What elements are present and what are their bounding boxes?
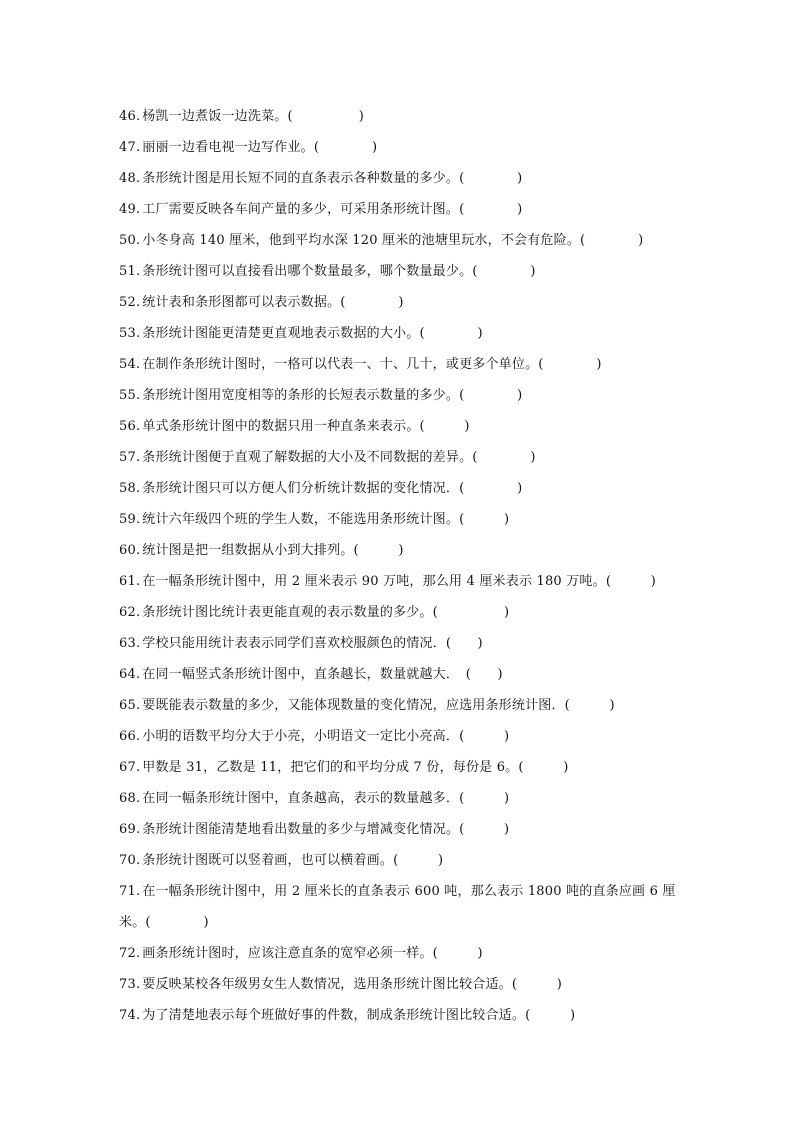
question-text: 在同一幅条形统计图中，直条越高，表示的数量越多．( ) <box>142 791 510 806</box>
question-item <box>119 442 679 473</box>
question-item <box>119 721 679 752</box>
question-number: 55. <box>119 388 141 403</box>
question-list <box>119 101 679 1031</box>
question-number: 60. <box>119 543 141 558</box>
question-item <box>119 1000 679 1031</box>
question-number: 47. <box>119 140 141 155</box>
question-number: 73. <box>119 977 141 992</box>
question-text: 条形统计图既可以竖着画，也可以横着画。( ) <box>142 853 444 868</box>
question-text: 条形统计图便于直观了解数据的大小及不同数据的差异。( ) <box>142 450 536 465</box>
question-number: 65. <box>119 698 141 713</box>
question-number: 66. <box>119 729 141 744</box>
question-item <box>119 845 679 876</box>
question-number: 51. <box>119 264 141 279</box>
question-number: 58. <box>119 481 141 496</box>
question-number: 70. <box>119 853 141 868</box>
question-text: 甲数是 31，乙数是 11，把它们的和平均分成 7 份，每份是 6。( ) <box>142 760 569 775</box>
question-text: 要反映某校各年级男女生人数情况，选用条形统计图比较合适。( ) <box>142 977 563 992</box>
question-text: 统计图是把一组数据从小到大排列。( ) <box>142 543 404 558</box>
question-text: 杨凯一边煮饭一边洗菜。( ) <box>142 109 365 124</box>
question-text: 条形统计图只可以方便人们分析统计数据的变化情况．( ) <box>142 481 523 496</box>
question-item <box>119 535 679 566</box>
question-text: 小冬身高 140 厘米，他到平均水深 120 厘米的池塘里玩水，不会有危险。( ) <box>142 233 644 248</box>
question-text: 在同一幅竖式条形统计图中，直条越长，数量就越大． ( ) <box>142 667 503 682</box>
question-text: 要既能表示数量的多少，又能体现数量的变化情况，应选用条形统计图．( ) <box>142 698 615 713</box>
question-number: 50. <box>119 233 141 248</box>
question-text: 丽丽一边看电视一边写作业。( ) <box>142 140 378 155</box>
question-item <box>119 163 679 194</box>
question-item <box>119 504 679 535</box>
question-text: 条形统计图可以直接看出哪个数量最多，哪个数量最少。( ) <box>142 264 536 279</box>
question-item <box>119 318 679 349</box>
question-text: 为了清楚地表示每个班做好事的件数，制成条形统计图比较合适。( ) <box>142 1008 576 1023</box>
question-number: 64. <box>119 667 141 682</box>
question-item <box>119 814 679 845</box>
question-item <box>119 783 679 814</box>
question-text: 统计表和条形图都可以表示数据。( ) <box>142 295 404 310</box>
question-number: 67. <box>119 760 141 775</box>
question-text: 条形统计图比统计表更能直观的表示数量的多少。( ) <box>142 605 510 620</box>
question-item <box>119 194 679 225</box>
question-number: 48. <box>119 171 141 186</box>
question-item <box>119 411 679 442</box>
question-number: 56. <box>119 419 141 434</box>
question-number: 53. <box>119 326 141 341</box>
question-item <box>119 969 679 1000</box>
question-text: 条形统计图能清楚地看出数量的多少与增减变化情况。( ) <box>142 822 510 837</box>
question-number: 49. <box>119 202 141 217</box>
question-item <box>119 628 679 659</box>
question-item <box>119 566 679 597</box>
question-text: 条形统计图是用长短不同的直条表示各种数量的多少。( ) <box>142 171 523 186</box>
question-item <box>119 101 679 132</box>
question-number: 72. <box>119 946 141 961</box>
question-item <box>119 597 679 628</box>
question-item <box>119 938 679 969</box>
question-text: 条形统计图能更清楚更直观地表示数据的大小。( ) <box>142 326 483 341</box>
question-text: 小明的语数平均分大于小亮，小明语文一定比小亮高．( ) <box>142 729 510 744</box>
question-text: 工厂需要反映各车间产量的多少，可采用条形统计图。( ) <box>142 202 523 217</box>
question-number: 59. <box>119 512 141 527</box>
question-number: 71. <box>119 884 141 899</box>
question-text: 在一幅条形统计图中，用 2 厘米表示 90 万吨，那么用 4 厘米表示 180 万吨。( ) <box>142 574 656 589</box>
question-item <box>119 132 679 163</box>
question-item <box>119 473 679 504</box>
question-number: 52. <box>119 295 141 310</box>
question-number: 54. <box>119 357 141 372</box>
question-item <box>119 287 679 318</box>
question-item <box>119 380 679 411</box>
question-item <box>119 876 679 938</box>
question-text: 单式条形统计图中的数据只用一种直条来表示。( ) <box>142 419 470 434</box>
question-item <box>119 349 679 380</box>
question-text: 学校只能用统计表表示同学们喜欢校服颜色的情况．( ) <box>142 636 483 651</box>
question-item <box>119 690 679 721</box>
question-item <box>119 256 679 287</box>
question-number: 46. <box>119 109 141 124</box>
question-text: 在制作条形统计图时，一格可以代表一、十、几十，或更多个单位。( ) <box>142 357 602 372</box>
question-number: 68. <box>119 791 141 806</box>
question-number: 63. <box>119 636 141 651</box>
question-text: 统计六年级四个班的学生人数，不能选用条形统计图。( ) <box>142 512 510 527</box>
question-number: 61. <box>119 574 141 589</box>
question-text: 条形统计图用宽度相等的条形的长短表示数量的多少。( ) <box>142 388 523 403</box>
question-number: 74. <box>119 1008 141 1023</box>
question-item <box>119 659 679 690</box>
question-number: 57. <box>119 450 141 465</box>
question-item <box>119 225 679 256</box>
question-text: 画条形统计图时，应该注意直条的宽窄必须一样。( ) <box>142 946 483 961</box>
question-number: 69. <box>119 822 141 837</box>
question-text: 在一幅条形统计图中，用 2 厘米长的直条表示 600 吨，那么表示 1800 吨的直条应画 6 厘米。( ) <box>119 884 676 930</box>
question-item <box>119 752 679 783</box>
question-number: 62. <box>119 605 141 620</box>
